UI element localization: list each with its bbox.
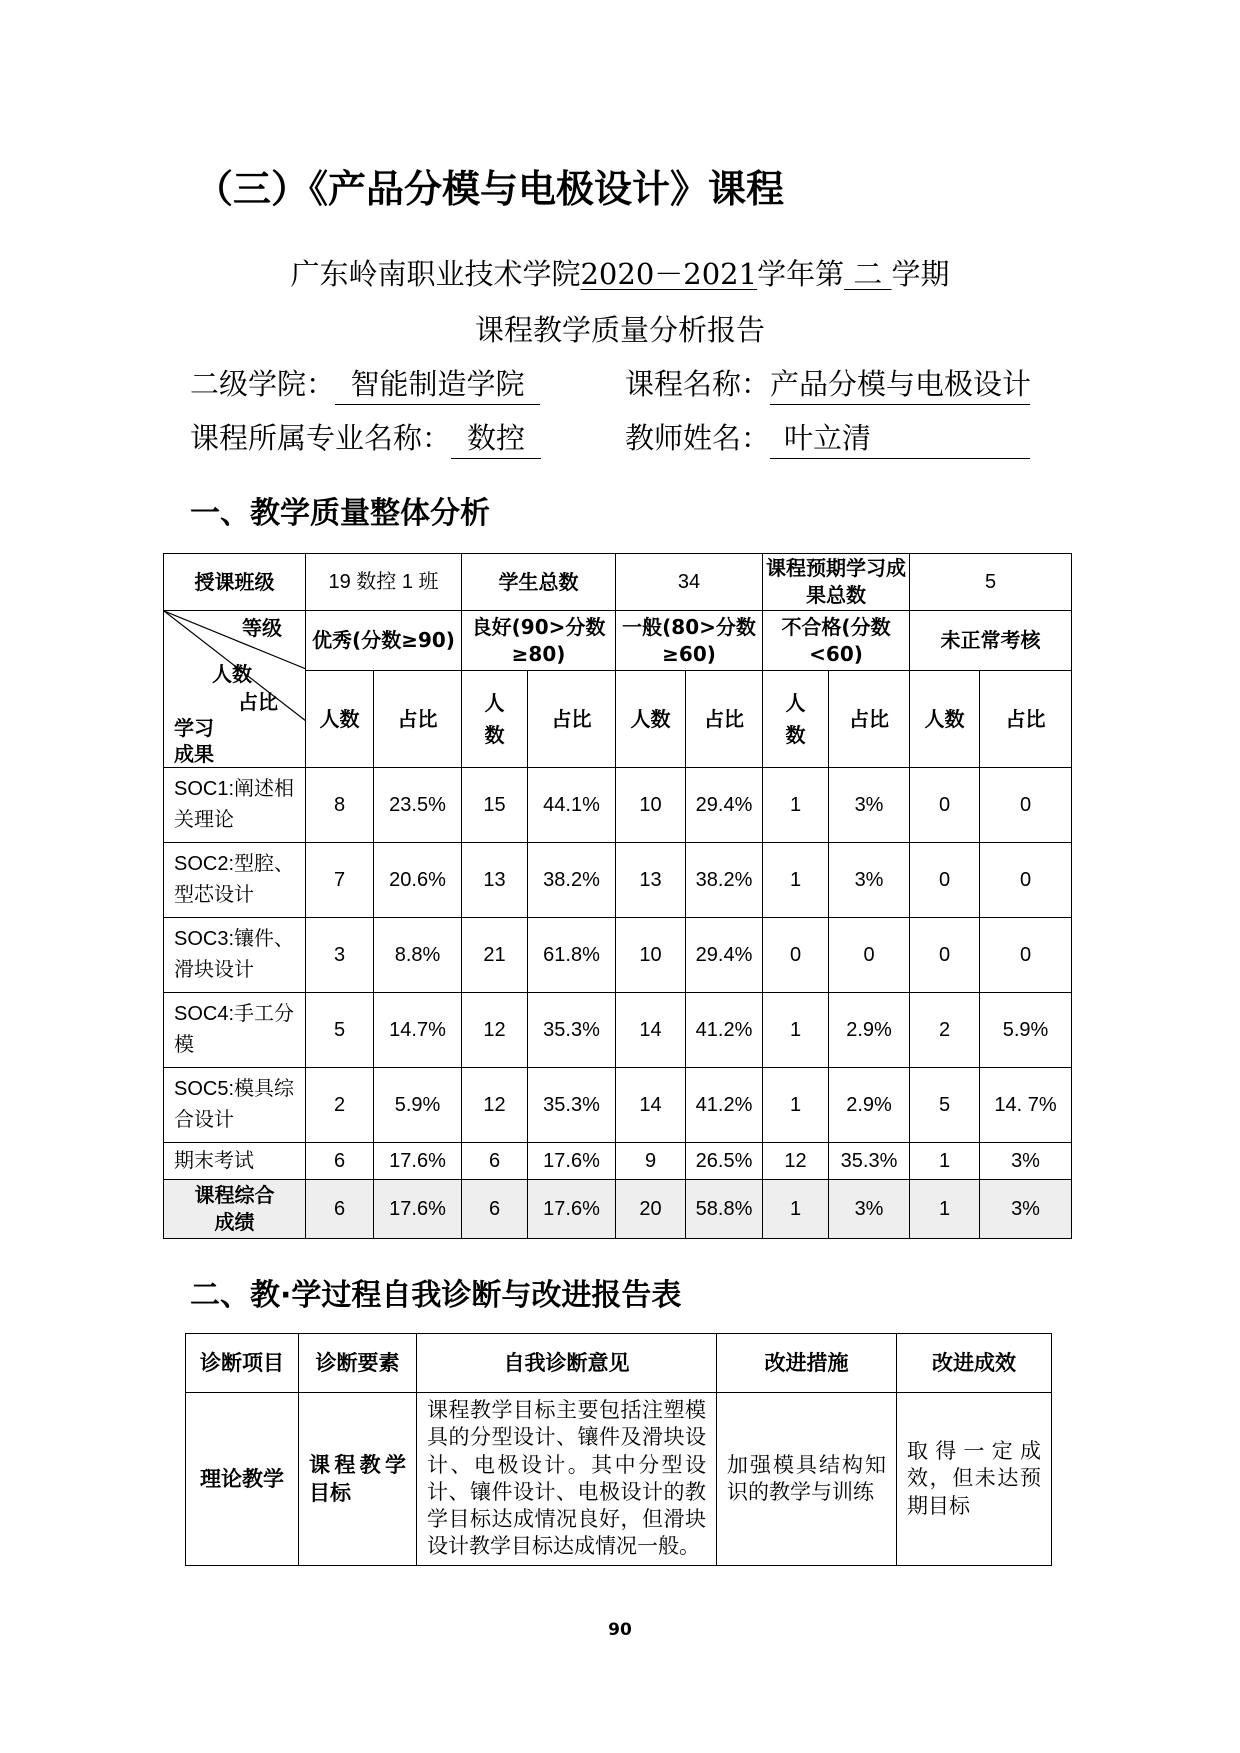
- table-cell: 2: [910, 993, 980, 1068]
- grade-fail: 不合格(分数<60): [763, 611, 910, 671]
- table-cell: 29.4%: [686, 768, 763, 843]
- grade-excellent: 优秀(分数≥90): [306, 611, 462, 671]
- table-cell: 41.2%: [686, 1068, 763, 1143]
- diagnosis-element: 课程教学目标: [299, 1393, 417, 1566]
- table-cell: 21: [462, 918, 528, 993]
- outcomes-label: 课程预期学习成果总数: [763, 554, 910, 611]
- diagnosis-item: 理论教学: [186, 1393, 299, 1566]
- college-label: 二级学院：: [190, 367, 336, 401]
- table-cell: 5.9%: [980, 993, 1072, 1068]
- class-label: 授课班级: [164, 554, 306, 611]
- students-value: 34: [616, 554, 763, 611]
- class-value: 19 数控 1 班: [306, 554, 462, 611]
- table-cell: 2.9%: [829, 1068, 910, 1143]
- table-cell: 1: [763, 843, 829, 918]
- table-cell: 20.6%: [374, 843, 462, 918]
- table-cell: 6: [462, 1143, 528, 1180]
- report-header-line: [0, 252, 1240, 293]
- section1-heading: 一、教学质量整体分析: [190, 496, 490, 531]
- total-cell: 3%: [980, 1180, 1072, 1239]
- outcome-label: SOC4:手工分模: [164, 993, 306, 1068]
- total-cell: 17.6%: [528, 1180, 616, 1239]
- term: 二: [844, 257, 892, 291]
- grade-average: 一般(80>分数≥60): [616, 611, 763, 671]
- table-cell: 14. 7%: [980, 1068, 1072, 1143]
- ratio-header: 占比: [528, 671, 616, 768]
- table-cell: 3%: [829, 768, 910, 843]
- table-cell: 10: [616, 918, 686, 993]
- total-cell: 6: [462, 1180, 528, 1239]
- diag-ratio-label: 占比: [238, 690, 278, 714]
- table-cell: 12: [462, 993, 528, 1068]
- table-row: [164, 843, 1072, 918]
- table-cell: 38.2%: [528, 843, 616, 918]
- table-cell: 35.3%: [528, 1068, 616, 1143]
- diagnosis-header-row: [186, 1334, 1052, 1393]
- count-header: 人数: [462, 671, 528, 768]
- diagnosis-opinion: 课程教学目标主要包括注塑模具的分型设计、镶件及滑块设计、电极设计。其中分型设计、镶件设计、电极设计的教学目标达成情况良好，但滑块设计教学目标达成情况一般。: [417, 1393, 717, 1566]
- header-item: 诊断项目: [186, 1334, 299, 1393]
- table-cell: 3%: [829, 843, 910, 918]
- total-cell: 1: [910, 1180, 980, 1239]
- course-value: 产品分模与电极设计: [770, 364, 1030, 405]
- table-row: [164, 1143, 1072, 1180]
- outcome-label: 期末考试: [164, 1143, 306, 1180]
- count-header: 人数: [910, 671, 980, 768]
- table-cell: 13: [462, 843, 528, 918]
- course-field: [625, 362, 1030, 405]
- table-cell: 12: [462, 1068, 528, 1143]
- table-cell: 2: [306, 1068, 374, 1143]
- major-field: [190, 416, 541, 459]
- table-cell: 0: [980, 768, 1072, 843]
- college-field: [190, 362, 540, 405]
- table-cell: 7: [306, 843, 374, 918]
- total-cell: 58.8%: [686, 1180, 763, 1239]
- table-cell: 0: [763, 918, 829, 993]
- table-row: [164, 768, 1072, 843]
- grade-absent: 未正常考核: [910, 611, 1072, 671]
- header-element: 诊断要素: [299, 1334, 417, 1393]
- outcome-label: SOC1:阐述相关理论: [164, 768, 306, 843]
- school-name: 广东岭南职业技术学院: [290, 257, 581, 291]
- diagnosis-measure: 加强模具结构知识的教学与训练: [717, 1393, 897, 1566]
- table-cell: 5.9%: [374, 1068, 462, 1143]
- table-cell: 6: [306, 1143, 374, 1180]
- table-cell: 14: [616, 1068, 686, 1143]
- ratio-header: 占比: [829, 671, 910, 768]
- report-title: 课程教学质量分析报告: [474, 313, 765, 347]
- table-row: [164, 1068, 1072, 1143]
- total-cell: 1: [763, 1180, 829, 1239]
- table-cell: 15: [462, 768, 528, 843]
- table-cell: 14.7%: [374, 993, 462, 1068]
- teacher-label: 教师姓名：: [625, 421, 771, 455]
- total-cell: 17.6%: [374, 1180, 462, 1239]
- table-cell: 23.5%: [374, 768, 462, 843]
- total-cell: 6: [306, 1180, 374, 1239]
- count-header: 人数: [616, 671, 686, 768]
- table-cell: 10: [616, 768, 686, 843]
- course-label: 课程名称：: [625, 367, 771, 401]
- table-cell: 38.2%: [686, 843, 763, 918]
- table-cell: 17.6%: [374, 1143, 462, 1180]
- ratio-header: 占比: [980, 671, 1072, 768]
- outcome-label: SOC2:型腔、型芯设计: [164, 843, 306, 918]
- table-cell: 5: [910, 1068, 980, 1143]
- table-cell: 9: [616, 1143, 686, 1180]
- section2-heading: 二、教·学过程自我诊断与改进报告表: [190, 1278, 682, 1313]
- total-row-label: 课程综合成绩: [164, 1180, 306, 1239]
- table-cell: 41.2%: [686, 993, 763, 1068]
- major-value: 数控: [451, 418, 541, 459]
- outcome-label: SOC5:模具综合设计: [164, 1068, 306, 1143]
- table-cell: 14: [616, 993, 686, 1068]
- term-suffix: 学期: [891, 257, 950, 291]
- table-cell: 0: [910, 918, 980, 993]
- year-suffix: 学年第: [757, 257, 845, 291]
- table-row: [164, 554, 1072, 611]
- table-cell: 8: [306, 768, 374, 843]
- students-label: 学生总数: [462, 554, 616, 611]
- table-row: [164, 918, 1072, 993]
- teacher-value: 叶立清: [770, 418, 1030, 459]
- table-cell: 35.3%: [829, 1143, 910, 1180]
- page-number: 90: [608, 1620, 632, 1640]
- diagnosis-row: [186, 1393, 1052, 1566]
- table-cell: 44.1%: [528, 768, 616, 843]
- section-title: （三）《产品分模与电极设计》课程: [195, 166, 785, 211]
- diag-grade-label: 等级: [242, 616, 282, 640]
- table-cell: 1: [763, 1068, 829, 1143]
- table-cell: 1: [910, 1143, 980, 1180]
- table-cell: 0: [980, 843, 1072, 918]
- total-cell: 3%: [829, 1180, 910, 1239]
- diagonal-header-cell: [164, 611, 306, 768]
- table-cell: 3: [306, 918, 374, 993]
- table-cell: 2.9%: [829, 993, 910, 1068]
- table-cell: 0: [910, 843, 980, 918]
- table-cell: 0: [829, 918, 910, 993]
- count-header: 人数: [306, 671, 374, 768]
- quality-analysis-table: [163, 553, 1072, 1239]
- table-cell: 61.8%: [528, 918, 616, 993]
- table-cell: 3%: [980, 1143, 1072, 1180]
- total-cell: 20: [616, 1180, 686, 1239]
- table-cell: 1: [763, 993, 829, 1068]
- total-row: [164, 1180, 1072, 1239]
- ratio-header: 占比: [374, 671, 462, 768]
- college-value: 智能制造学院: [335, 364, 540, 405]
- diag-count-label: 人数: [212, 662, 252, 686]
- outcome-label: SOC3:镶件、滑块设计: [164, 918, 306, 993]
- table-cell: 0: [910, 768, 980, 843]
- table-cell: 26.5%: [686, 1143, 763, 1180]
- table-cell: 5: [306, 993, 374, 1068]
- table-cell: 12: [763, 1143, 829, 1180]
- diag-outcome-label-1: 学习: [174, 716, 214, 740]
- count-header: 人数: [763, 671, 829, 768]
- table-cell: 17.6%: [528, 1143, 616, 1180]
- outcomes-value: 5: [910, 554, 1072, 611]
- teacher-field: [625, 416, 1030, 459]
- header-opinion: 自我诊断意见: [417, 1334, 717, 1393]
- year-range: 2020－2021: [580, 257, 758, 291]
- diagnosis-table: [185, 1333, 1052, 1566]
- diagnosis-effect: 取得一定成效，但未达预期目标: [897, 1393, 1052, 1566]
- grade-header-row: [164, 611, 1072, 671]
- table-row: [164, 993, 1072, 1068]
- header-effect: 改进成效: [897, 1334, 1052, 1393]
- table-cell: 8.8%: [374, 918, 462, 993]
- table-cell: 29.4%: [686, 918, 763, 993]
- table-cell: 13: [616, 843, 686, 918]
- header-measure: 改进措施: [717, 1334, 897, 1393]
- table-cell: 0: [980, 918, 1072, 993]
- table-cell: 1: [763, 768, 829, 843]
- diag-outcome-label-2: 成果: [174, 742, 214, 766]
- major-label: 课程所属专业名称：: [190, 421, 452, 455]
- ratio-header: 占比: [686, 671, 763, 768]
- table-cell: 35.3%: [528, 993, 616, 1068]
- grade-good: 良好(90>分数≥80): [462, 611, 616, 671]
